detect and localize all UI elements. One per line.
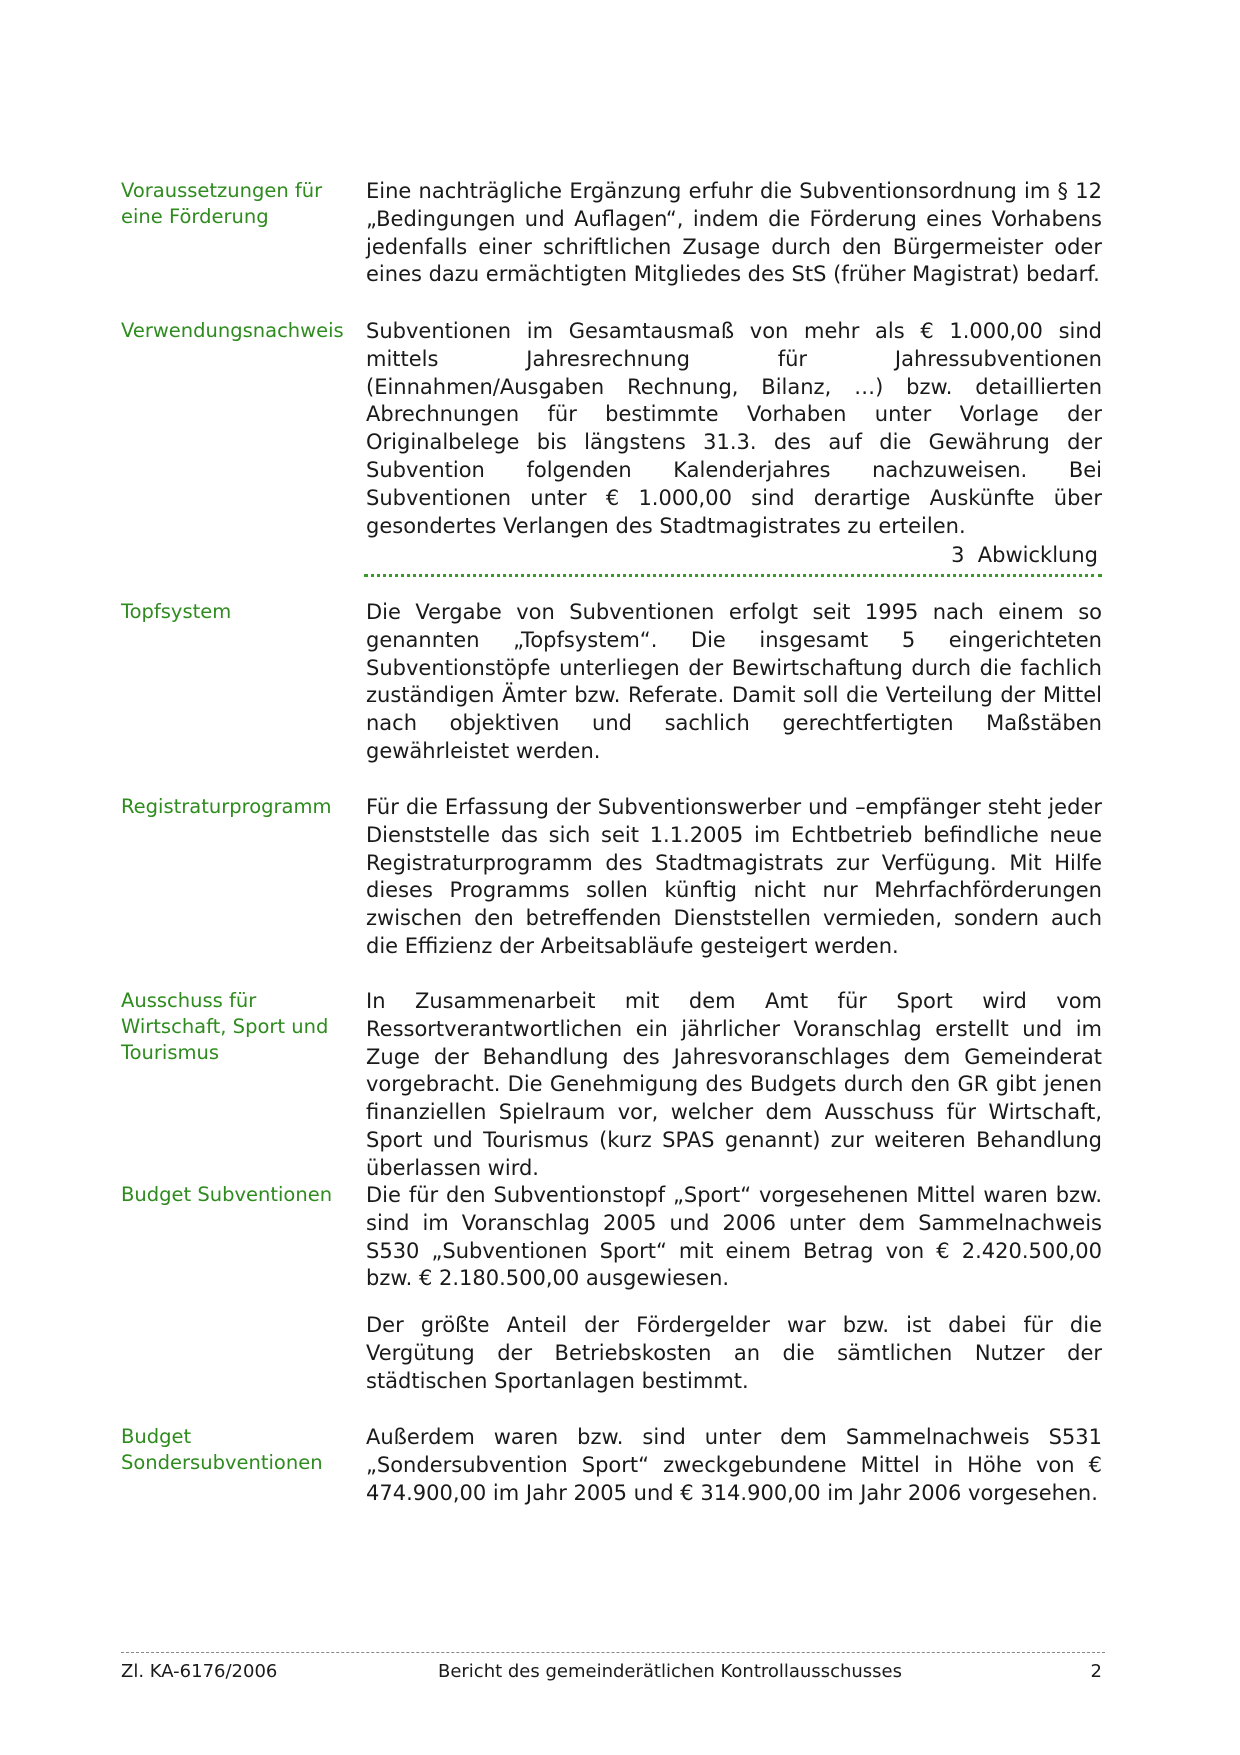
paragraph-verwendungsnachweis: Subventionen im Gesamtausmaß von mehr als € 1.000,00 sind mittels Jahresrechnung für Jahressubventionen (Einnahmen/Ausgaben Rechnung, Bilanz, …) bzw. detaillierten Abrechnungen für bestimmte Vorhaben unter Vorlage der Originalbelege bis längstens 31.3. des auf die Gewährung der Subvention folgenden Kalenderjahres nachzuweisen. Bei Subventionen unter € 1.000,00 sind derartige Auskünfte über gesondertes Verlangen des Stadtmagistrates zu erteilen. <box>366 319 1102 538</box>
margin-label-budget-sondersubventionen: Budget Sondersubventionen <box>121 1425 323 1474</box>
margin-label-voraussetzungen: Voraussetzungen für eine Förderung <box>121 179 323 228</box>
page-number: 2 <box>1090 1661 1102 1682</box>
paragraph-voraussetzungen: Eine nachträgliche Ergänzung erfuhr die Subventionsordnung im § 12 „Bedingungen und Auflagen“, indem die Förderung eines Vorhabens jedenfalls einer schriftlichen Zusage durch den Bürgermeister oder eines dazu ermächtigten Mitgliedes des StS (früher Magistrat) bedarf. <box>366 179 1102 287</box>
paragraph-topfsystem: Die Vergabe von Subventionen erfolgt seit 1995 nach einem so genannten „Topfsystem“. Die insgesamt 5 eingerichteten Subventionstöpfe unterliegen der Bewirtschaftung durch die fachlich zuständigen Ämter bzw. Referate. Damit soll die Verteilung der Mittel nach objektiven und sachlich gerechtfertigten Maßstäben gewährleistet werden. <box>366 600 1102 763</box>
paragraph-budget-subventionen-1: Die für den Subventionstopf „Sport“ vorgesehenen Mittel waren bzw. sind im Voranschlag 2005 und 2006 unter dem Sammelnachweis S530 „Subventionen Sport“ mit einem Betrag von € 2.420.500,00 bzw. € 2.180.500,00 ausgewiesen. <box>366 1183 1102 1291</box>
margin-label-budget-subventionen: Budget Subventionen <box>121 1183 333 1206</box>
footer-divider <box>121 1652 1105 1653</box>
margin-label-topfsystem: Topfsystem <box>121 600 232 623</box>
paragraph-budget-sondersubventionen: Außerdem waren bzw. sind unter dem Sammelnachweis S531 „Sondersubvention Sport“ zweckgebundene Mittel in Höhe von € 474.900,00 im Jahr 2005 und € 314.900,00 im Jahr 2006 vorgesehen. <box>366 1425 1102 1505</box>
footer-reference: Zl. KA-6176/2006 <box>121 1661 278 1682</box>
margin-label-ausschuss: Ausschuss für Wirtschaft, Sport und Tourismus <box>121 989 329 1064</box>
paragraph-budget-subventionen-2: Der größte Anteil der Fördergelder war bzw. ist dabei für die Vergütung der Betriebskosten an die sämtlichen Nutzer der städtischen Sportanlagen bestimmt. <box>366 1313 1102 1393</box>
paragraph-ausschuss: In Zusammenarbeit mit dem Amt für Sport wird vom Ressortverantwortlichen ein jährlicher Voranschlag erstellt und im Zuge der Behandlung des Jahresvoranschlages dem Gemeinderat vorgebracht. Die Genehmigung des Budgets durch den GR gibt jenen finanziellen Spielraum vor, welcher dem Ausschuss für Wirtschaft, Sport und Tourismus (kurz SPAS genannt) zur weiteren Behandlung überlassen wird. <box>366 989 1102 1180</box>
section-heading: 3 Abwicklung <box>951 543 1098 567</box>
section-divider <box>364 574 1102 577</box>
margin-label-registraturprogramm: Registraturprogramm <box>121 795 332 818</box>
margin-label-verwendungsnachweis: Verwendungsnachweis <box>121 319 344 342</box>
paragraph-registraturprogramm: Für die Erfassung der Subventionswerber und –empfänger steht jeder Dienststelle das sich seit 1.1.2005 im Echtbetrieb befindliche neue Registraturprogramm des Stadtmagistrats zur Verfügung. Mit Hilfe dieses Programms sollen künftig nicht nur Mehrfachförderungen zwischen den betreffenden Dienststellen vermieden, sondern auch die Effizienz der Arbeitsabläufe gesteigert werden. <box>366 795 1102 958</box>
footer-title: Bericht des gemeinderätlichen Kontrollausschusses <box>437 1661 903 1682</box>
